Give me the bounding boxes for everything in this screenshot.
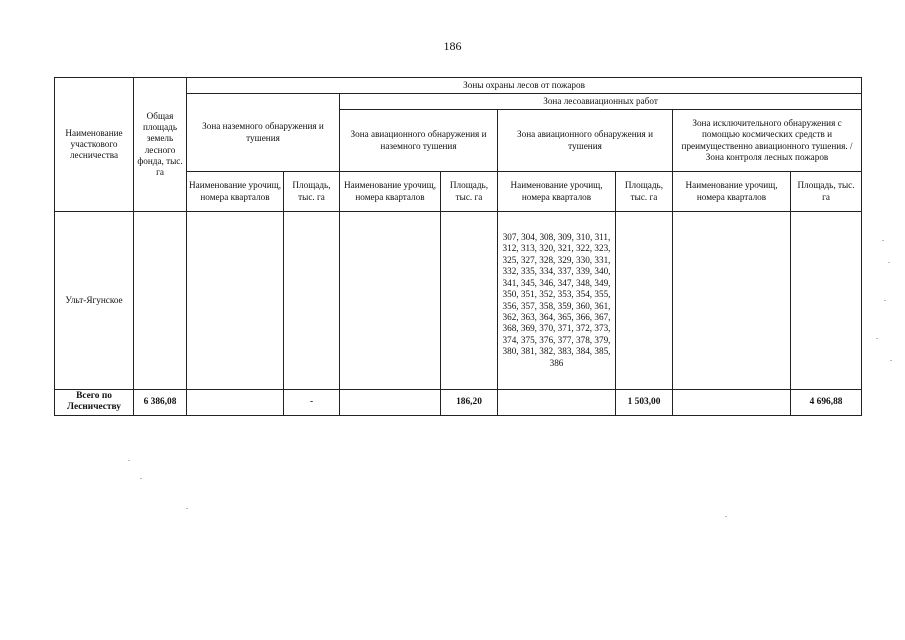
row-ground-area xyxy=(284,212,340,390)
total-label: Всего по Лесничеству xyxy=(55,390,134,416)
header-ground-area: Площадь, тыс. га xyxy=(284,172,340,212)
scan-speck xyxy=(882,240,884,241)
scan-speck xyxy=(186,508,188,509)
page-number: 186 xyxy=(443,39,462,53)
header-space-area: Площадь, тыс. га xyxy=(791,172,862,212)
row-aviation-ground-names xyxy=(340,212,441,390)
total-aviation-names xyxy=(498,390,616,416)
header-space-names: Наименование урочищ, номера кварталов xyxy=(673,172,791,212)
scan-speck xyxy=(128,460,130,461)
row-ground-names xyxy=(187,212,284,390)
total-space-names xyxy=(673,390,791,416)
header-ground-names: Наименование урочищ, номера кварталов xyxy=(187,172,284,212)
header-total-area: Общая площадь земель лесного фонда, тыс. га xyxy=(134,78,187,212)
row-total-area xyxy=(134,212,187,390)
header-fire-zones: Зоны охраны лесов от пожаров xyxy=(187,78,862,94)
total-space-area: 4 696,88 xyxy=(791,390,862,416)
header-ground-zone: Зона наземного обнаружения и тушения xyxy=(187,94,340,172)
row-space-area xyxy=(791,212,862,390)
scan-speck xyxy=(725,516,727,517)
scan-speck xyxy=(876,338,878,339)
header-space-zone: Зона исключительного обнаружения с помощью космических средств и преимущественно авиационного тушения. / Зона контроля лесных пожаров xyxy=(673,110,862,172)
total-ground-names xyxy=(187,390,284,416)
total-ground-area: - xyxy=(284,390,340,416)
scan-speck xyxy=(140,478,142,479)
row-space-names xyxy=(673,212,791,390)
forest-fire-zones-table xyxy=(54,77,862,416)
header-forestry-name: Наименование участкового лесничества xyxy=(55,78,134,212)
scan-speck xyxy=(888,262,890,263)
total-aviation-ground-names xyxy=(340,390,441,416)
row-forestry-name: Ульт-Ягунское xyxy=(55,212,134,390)
scan-speck xyxy=(890,360,892,361)
total-aviation-ground-area: 186,20 xyxy=(441,390,498,416)
scan-speck xyxy=(884,300,886,301)
header-aviation-ground-area: Площадь, тыс. га xyxy=(441,172,498,212)
total-area-value: 6 386,08 xyxy=(134,390,187,416)
row-aviation-ground-area xyxy=(441,212,498,390)
header-aviation-area: Площадь, тыс. га xyxy=(616,172,673,212)
header-aviation-zone: Зона лесоавиационных работ xyxy=(340,94,862,110)
header-aviation-ground-names: Наименование урочищ, номера кварталов xyxy=(340,172,441,212)
header-aviation-detection-zone: Зона авиационного обнаружения и тушения xyxy=(498,110,673,172)
header-aviation-names: Наименование урочищ, номера кварталов xyxy=(498,172,616,212)
row-aviation-quarters: 307, 304, 308, 309, 310, 311, 312, 313, 320, 321, 322, 323, 325, 327, 328, 329, 330, 331, 332, 335, 334, 337, 339, 340, 341, 345, 346, 347, 348, 349, 350, 351, 352, 353, 354, 355, 356, 357, 358, 359, 360, 361, 362, 363, 364, 365, 366, 367, 368, 369, 370, 371, 372, 373, 374, 375, 376, 377, 378, 379, 380, 381, 382, 383, 384, 385, 386 xyxy=(498,212,616,390)
row-aviation-area xyxy=(616,212,673,390)
total-aviation-area: 1 503,00 xyxy=(616,390,673,416)
header-aviation-ground-zone: Зона авиационного обнаружения и наземного тушения xyxy=(340,110,498,172)
